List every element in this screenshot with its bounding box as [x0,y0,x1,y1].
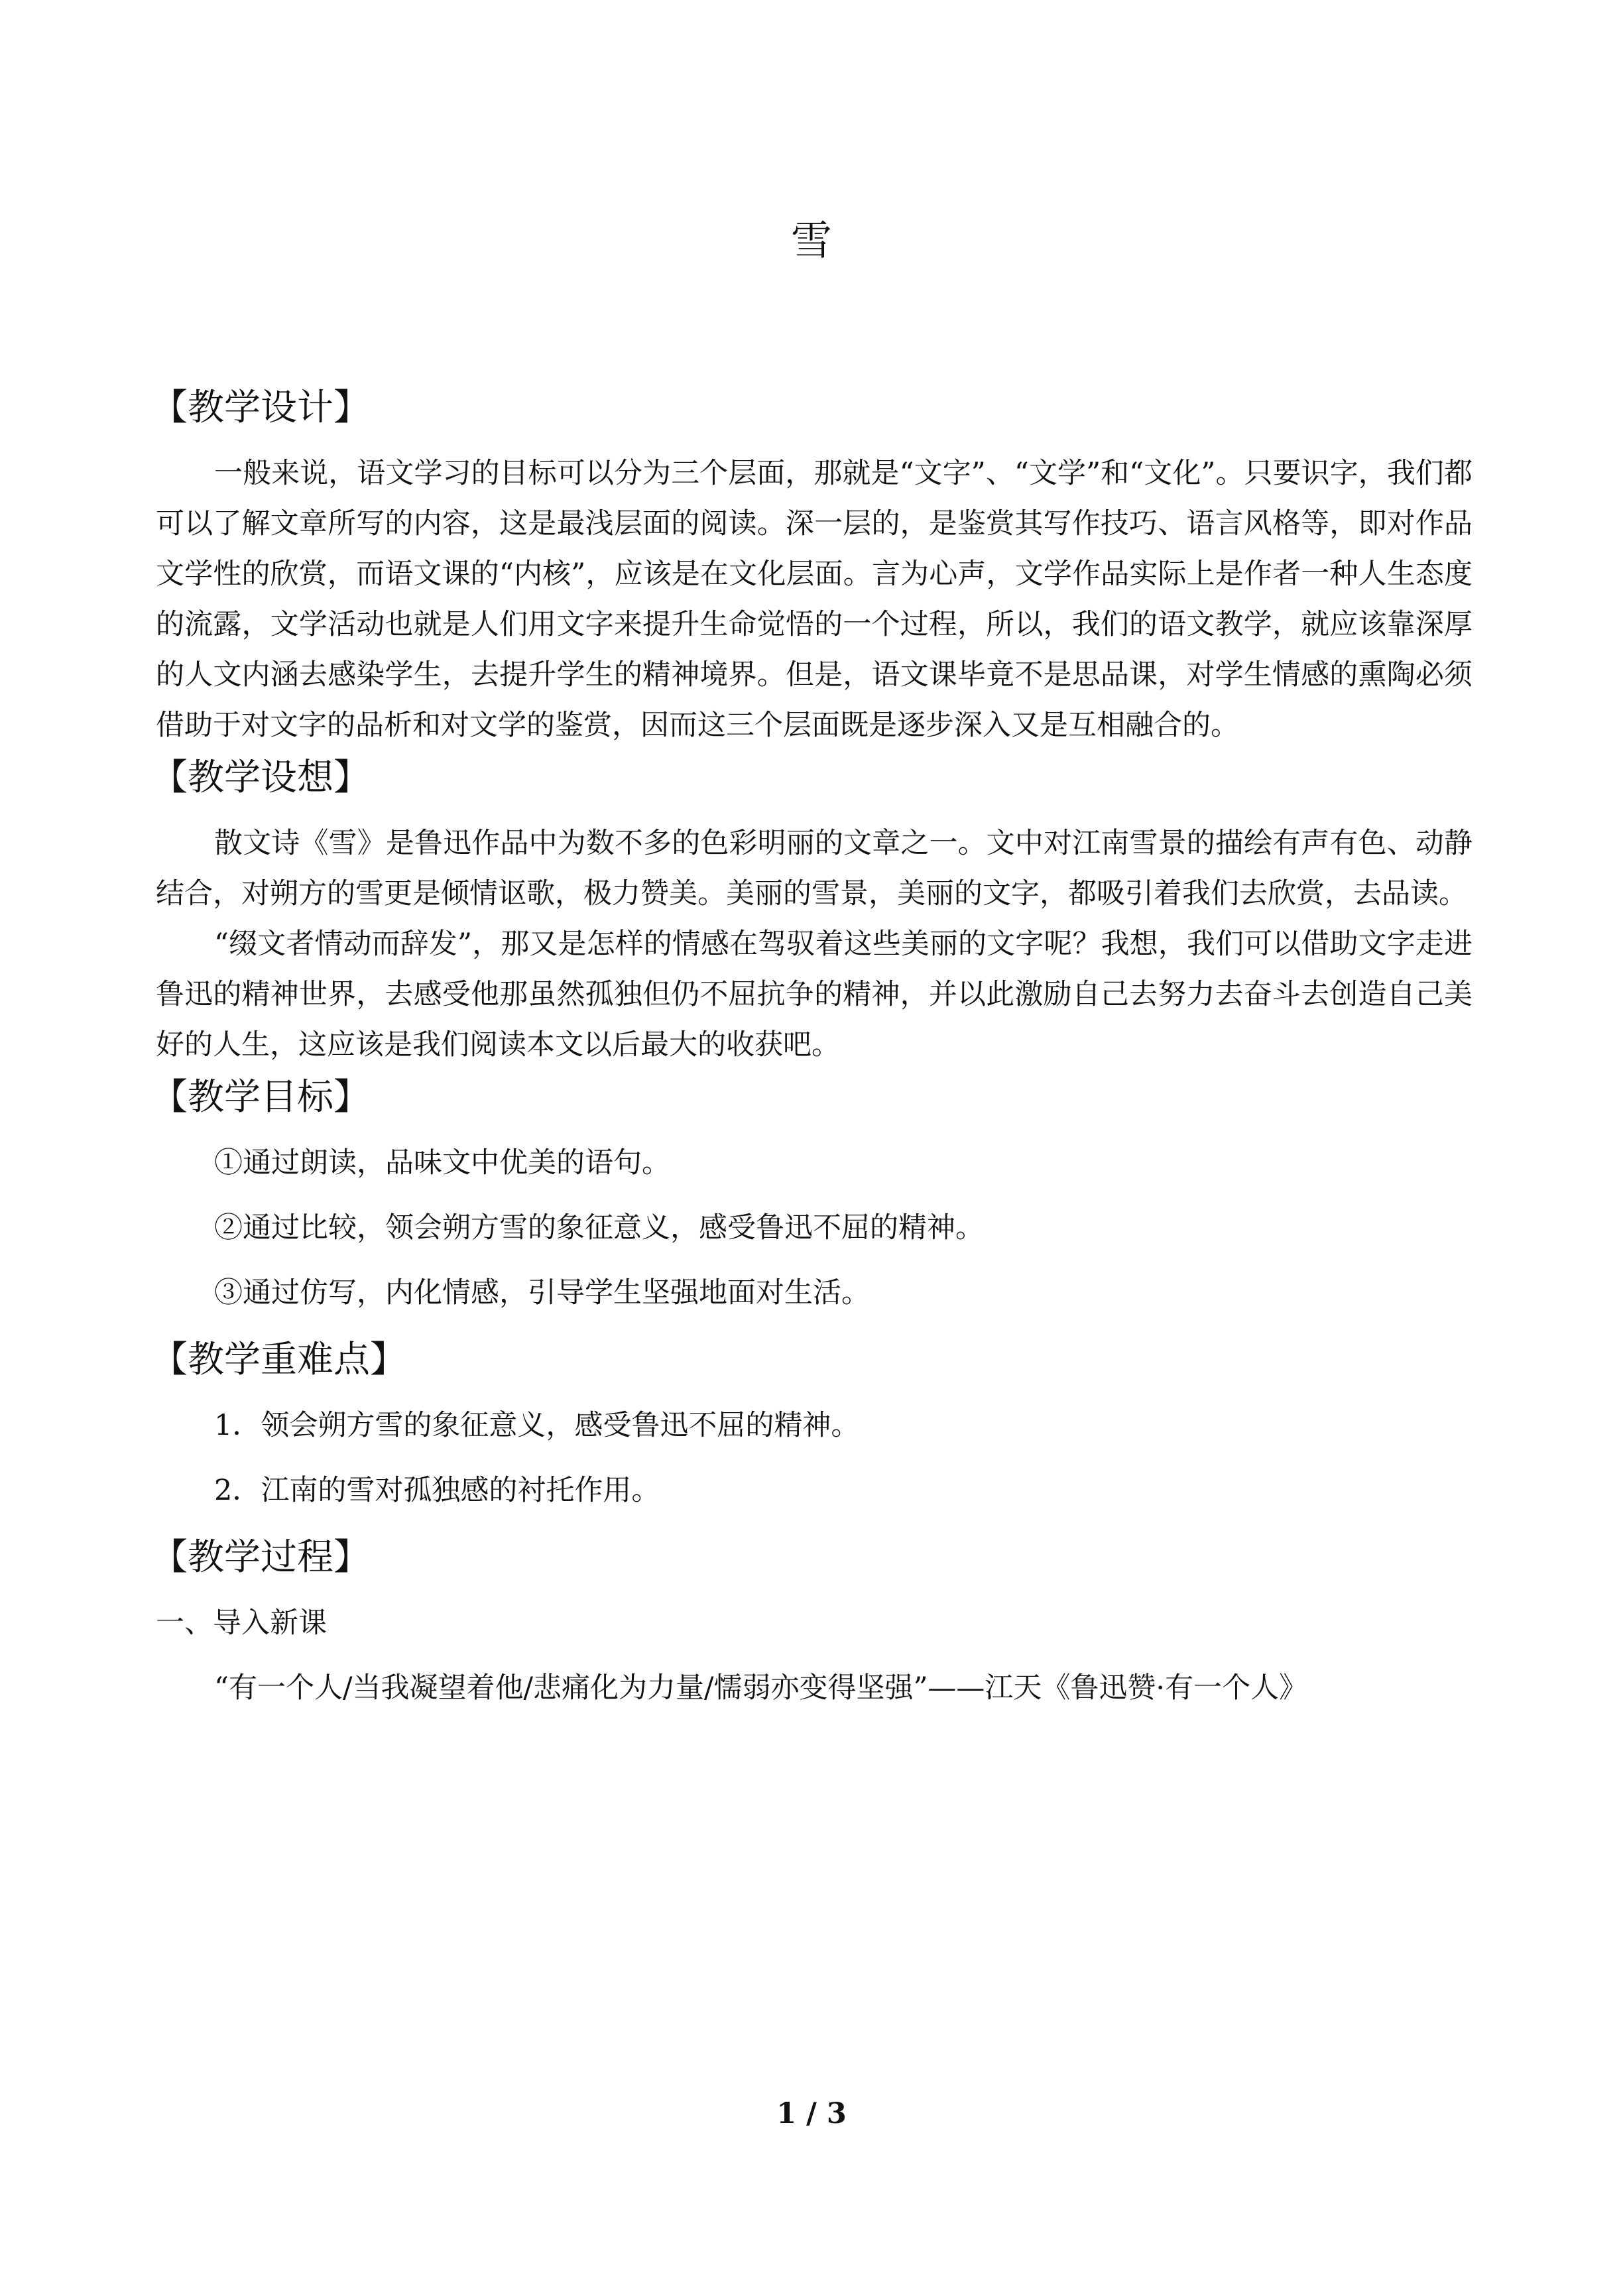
section-heading-design: 【教学设计】 [151,386,371,428]
process-subheading: 一、导入新课 [156,1606,327,1640]
design-paragraph: 一般来说，语文学习的目标可以分为三个层面，那就是“文字”、“文学”和“文化”。只要识字，我们都可以了解文章所写的内容，这是最浅层面的阅读。深一层的，是鉴赏其写作技巧、语言风格等，即对作品文学性的欣赏，而语文课的“内核”，应该是在文化层面。言为心声，文学作品实际上是作者一种人生态度的流露，文学活动也就是人们用文字来提升生命觉悟的一个过程，所以，我们的语文教学，就应该靠深厚的人文内涵去感染学生，去提升学生的精神境界。但是，语文课毕竟不是思品课，对学生情感的熏陶必须借助于对文字的品析和对文学的鉴赏，因而这三个层面既是逐步深入又是互相融合的。 [156,457,1473,742]
page-number: 1 / 3 [776,2097,847,2130]
intro-quote: “有一个人/当我凝望着他/悲痛化为力量/懦弱亦变得坚强”——江天《鲁迅赞·有一个人》 [214,1671,1308,1705]
section-heading-idea: 【教学设想】 [151,756,371,798]
page-title: 雪 [790,216,832,265]
goal-item: ②通过比较，领会朔方雪的象征意义，感受鲁迅不屈的精神。 [214,1211,984,1244]
idea-paragraph-2: “缀文者情动而辞发”，那又是怎样的情感在驾驭着这些美丽的文字呢？我想，我们可以借助文字走进鲁迅的精神世界，去感受他那虽然孤独但仍不屈抗争的精神，并以此激励自己去努力去奋斗去创造自己美好的人生，这应该是我们阅读本文以后最大的收获吧。 [156,928,1473,1061]
idea-paragraph-1: 散文诗《雪》是鲁迅作品中为数不多的色彩明丽的文章之一。文中对江南雪景的描绘有声有色、动静结合，对朔方的雪更是倾情讴歌，极力赞美。美丽的雪景，美丽的文字，都吸引着我们去欣赏，去品读。 [156,827,1473,910]
document-body [151,381,1473,1713]
section-heading-keypoints: 【教学重难点】 [151,1338,407,1380]
goal-item: ③通过仿写，内化情感，引导学生坚强地面对生活。 [214,1276,870,1309]
section-heading-goals: 【教学目标】 [151,1075,371,1118]
keypoint-item: 1．领会朔方雪的象征意义，感受鲁迅不屈的精神。 [214,1409,860,1442]
section-heading-process: 【教学过程】 [151,1536,371,1578]
keypoint-item: 2．江南的雪对孤独感的衬托作用。 [214,1474,660,1507]
goal-item: ①通过朗读，品味文中优美的语句。 [214,1146,670,1179]
